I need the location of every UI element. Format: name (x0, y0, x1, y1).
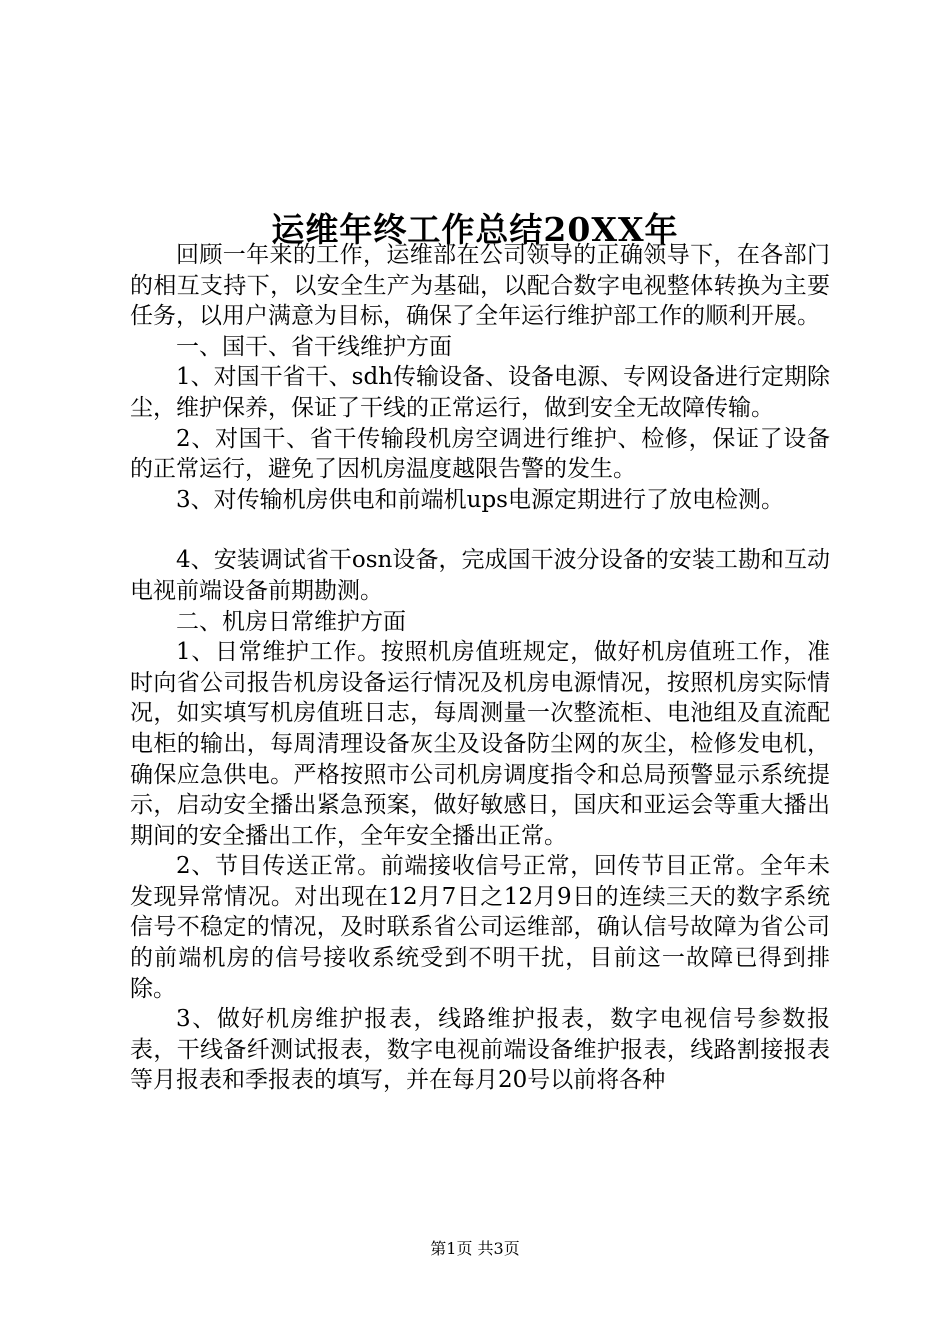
section-heading-trunk-maintenance: 一、国干、省干线维护方面 (176, 333, 452, 360)
document-body (130, 240, 830, 1096)
paragraph-item: 2、节目传送正常。前端接收信号正常，回传节目正常。全年未发现异常情况。对出现在12月7日之12月9日的连续三天的数字系统信号不稳定的情况，及时联系省公司运维部，确认信号故障为省公司的前端机房的信号接收系统受到不明干扰，目前这一故障已得到排除。 (130, 853, 830, 1002)
page-footer: 第1页 共3页 (430, 1239, 520, 1258)
paragraph-item: 2、对国干、省干传输段机房空调进行维护、检修，保证了设备的正常运行，避免了因机房温度越限告警的发生。 (130, 425, 830, 483)
paragraph-item: 1、对国干省干、sdh传输设备、设备电源、专网设备进行定期除尘，维护保养，保证了干线的正常运行，做到安全无故障传输。 (130, 364, 830, 421)
paragraph-item: 1、日常维护工作。按照机房值班规定，做好机房值班工作，准时向省公司报告机房设备运行情况及机房电源情况，按照机房实际情况，如实填写机房值班日志，每周测量一次整流柜、电池组及直流配电柜的输出，每周清理设备灰尘及设备防尘网的灰尘，检修发电机，确保应急供电。严格按照市公司机房调度指令和总局预警显示系统提示，启动安全播出紧急预案，做好敏感日，国庆和亚运会等重大播出期间的安全播出工作，全年安全播出正常。 (130, 639, 830, 849)
section-heading-machine-room: 二、机房日常维护方面 (176, 608, 406, 635)
paragraph-item: 3、做好机房维护报表，线路维护报表，数字电视信号参数报表，干线备纤测试报表，数字电视前端设备维护报表，线路割接报表等月报表和季报表的填写，并在每月20号以前将各种 (130, 1006, 830, 1094)
paragraph-intro: 回顾一年来的工作，运维部在公司领导的正确领导下，在各部门的相互支持下，以安全生产为基础，以配合数字电视整体转换为主要任务，以用户满意为目标，确保了全年运行维护部工作的顺利开展。 (130, 242, 830, 330)
paragraph-item: 4、安装调试省干osn设备，完成国干波分设备的安装工勘和互动电视前端设备前期勘测。 (130, 547, 830, 604)
paragraph-item: 3、对传输机房供电和前端机ups电源定期进行了放电检测。 (176, 486, 784, 513)
document-title: 运维年终工作总结20XX年 (271, 210, 679, 250)
